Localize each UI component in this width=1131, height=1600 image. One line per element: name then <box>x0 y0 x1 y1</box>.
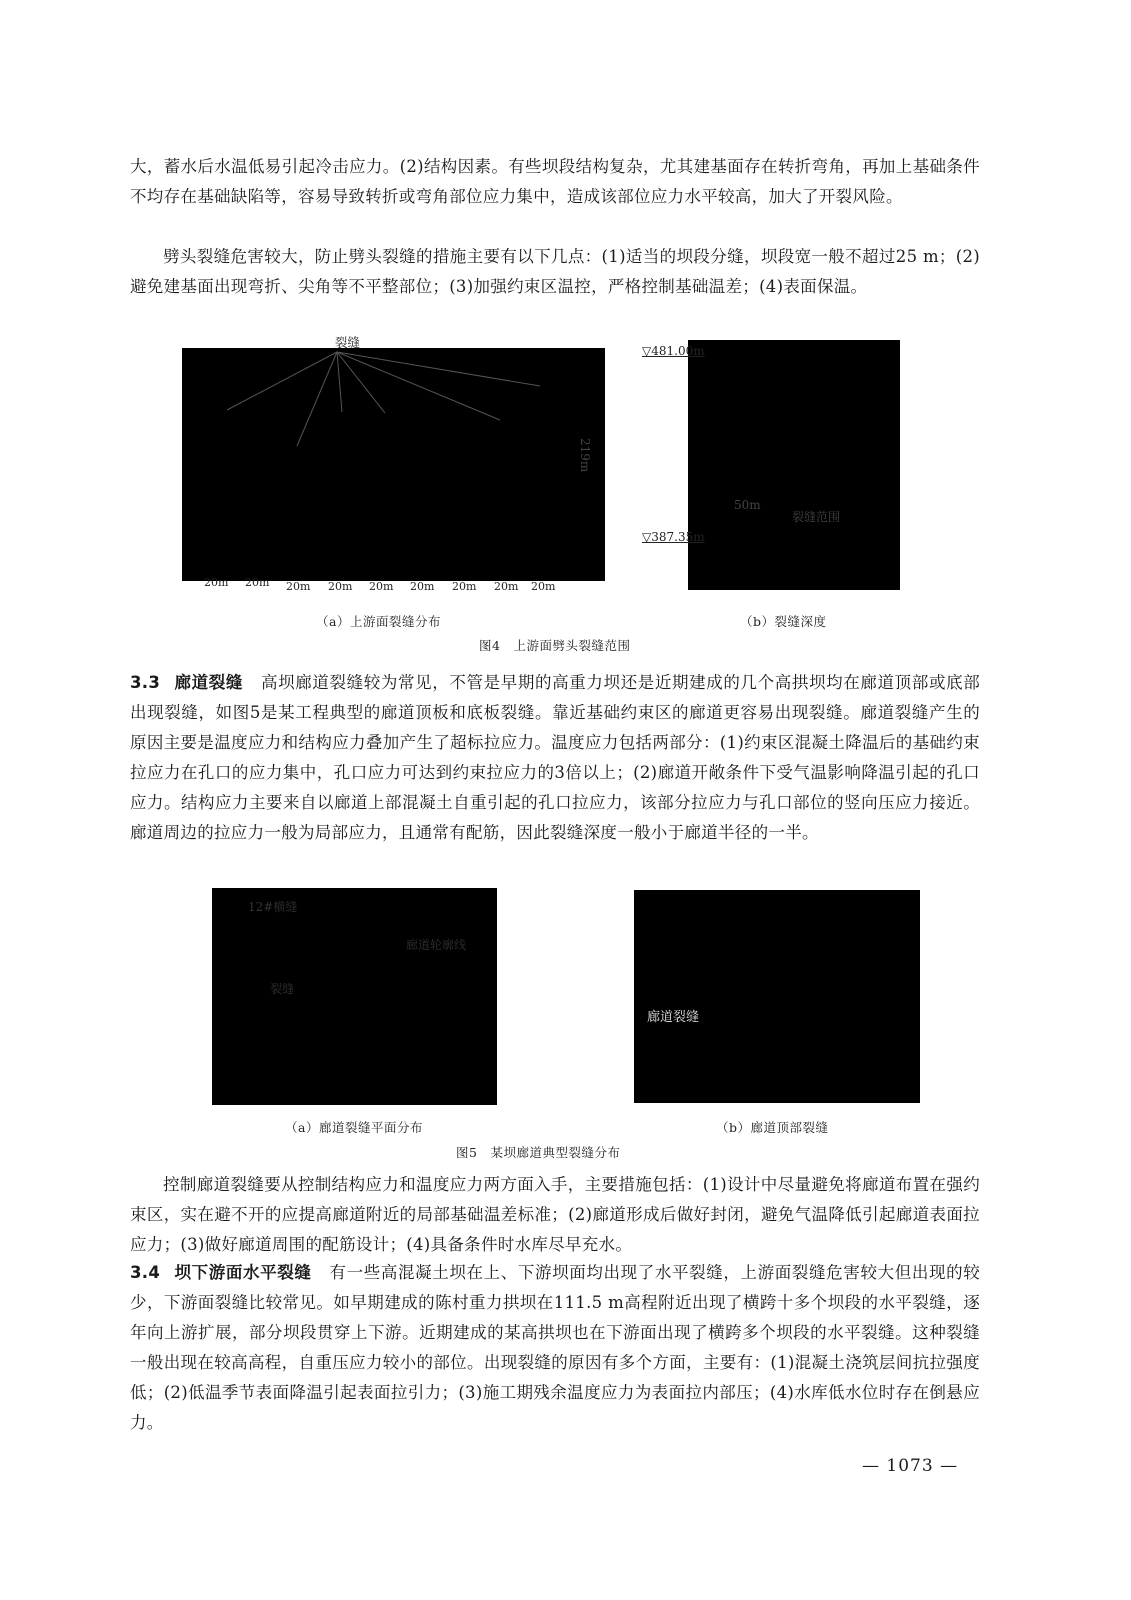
figure-4a-caption: （a）上游面裂缝分布 <box>316 614 441 629</box>
bottom-elevation-label: ▽387.35m <box>642 530 705 544</box>
section-body: 高坝廊道裂缝较为常见，不管是早期的高重力坝还是近期建成的几个高拱坝均在廊道顶部或底部出现裂缝，如图5是某工程典型的廊道顶板和底板裂缝。靠近基础约束区的廊道更容易出现裂缝。廊道裂缝产生的原因主要是温度应力和结构应力叠加产生了超标拉应力。温度应力包括两部分：(1)约束区混凝土降温后的基础约束拉应力在孔口的应力集中，孔口应力可达到约束拉应力的3倍以上；(2)廊道开敞条件下受气温影响降温引起的孔口应力。结构应力主要来自以廊道上部混凝土自重引起的孔口拉应力，该部分拉应力与孔口部位的竖向压应力接近。廊道周边的拉应力一般为局部应力，且通常有配筋，因此裂缝深度一般小于廊道半径的一半。 <box>130 673 980 842</box>
figure-4b-caption: （b）裂缝深度 <box>740 614 827 629</box>
paragraph-cont: 大，蓄水后水温低易引起冷击应力。(2)结构因素。有些坝段结构复杂，尤其建基面存在转折弯角，再加上基础条件不均存在基础缺陷等，容易导致转折或弯角部位应力集中，造成该部位应力水平较高，加大了开裂风险。 <box>130 157 980 206</box>
page-number: — 1073 — <box>862 1456 959 1476</box>
spacing-label: 20m <box>494 580 519 593</box>
crack-line <box>337 352 540 386</box>
figure-4-caption: 图4 上游面劈头裂缝范围 <box>479 638 631 653</box>
top-elevation-label: ▽481.00m <box>642 344 705 358</box>
spacing-label: 20m <box>245 576 270 589</box>
crack-label: 裂缝 <box>270 982 295 996</box>
section-body: 有一些高混凝土坝在上、下游坝面均出现了水平裂缝，上游面裂缝危害较大但出现的较少，下游面裂缝比较常见。如早期建成的陈村重力拱坝在111.5 m高程附近出现了横跨十多个坝段的水平裂缝，逐年向上游扩展，部分坝段贯穿上下游。近期建成的某高拱坝也在下游面出现了横跨多个坝段的水平裂缝。这种裂缝一般出现在较高高程，自重压应力较小的部位。出现裂缝的原因有多个方面，主要有：(1)混凝土浇筑层间抗拉强度低；(2)低温季节表面降温引起表面拉引力；(3)施工期残余温度应力为表面拉内部压；(4)水库低水位时存在倒悬应力。 <box>130 1263 981 1432</box>
spacing-label: 20m <box>410 580 435 593</box>
paragraph-gallery-crack-control: 控制廊道裂缝要从控制结构应力和温度应力两方面入手，主要措施包括：(1)设计中尽量避免将廊道布置在强约束区，实在避不开的应提高廊道附近的局部基础温差标准；(2)廊道形成后做好封闭，避免气温降低引起廊道表面拉应力；(3)做好廊道周围的配筋设计；(4)具备条件时水库尽早充水。 <box>130 1175 980 1254</box>
height-label: 219m <box>578 438 592 473</box>
figure-4b-crack-depth <box>688 340 900 590</box>
gallery-crack-label: 廊道裂缝 <box>647 1010 700 1025</box>
figure-5-caption: 图5 某坝廊道典型裂缝分布 <box>456 1145 621 1160</box>
gallery-outline-label: 廊道轮廓线 <box>406 938 467 952</box>
spacing-label: 20m <box>369 580 394 593</box>
section-title: 坝下游面水平裂缝 <box>174 1263 312 1282</box>
section-3-3-paragraph <box>130 668 980 848</box>
crack-line <box>337 352 342 412</box>
figure-5b-gallery-top-crack <box>634 890 920 1103</box>
spacing-label: 20m <box>204 576 229 589</box>
crack-line <box>227 352 337 410</box>
section-number: 3.3 <box>130 673 161 692</box>
section-number: 3.4 <box>130 1263 161 1282</box>
figure-5a-caption: （a）廊道裂缝平面分布 <box>285 1120 423 1135</box>
spacing-label: 20m <box>452 580 477 593</box>
transverse-joint-label: 12#横缝 <box>248 900 298 914</box>
spacing-label: 20m <box>328 580 353 593</box>
crack-line <box>337 352 385 413</box>
spacing-label: 20m <box>286 580 311 593</box>
crack-line <box>337 352 500 420</box>
crack-range-label: 裂缝范围 <box>792 510 841 524</box>
figure-4a-upstream-crack-distribution <box>182 348 605 581</box>
figure-5b-caption: （b）廊道顶部裂缝 <box>716 1120 829 1135</box>
crack-label: 裂缝 <box>335 335 361 350</box>
crack-line <box>297 352 337 446</box>
section-3-4-paragraph <box>130 1258 980 1438</box>
crack-lines-diagram <box>182 348 605 581</box>
depth-label: 50m <box>734 498 761 512</box>
paragraph-splitting-crack-measures: 劈头裂缝危害较大，防止劈头裂缝的措施主要有以下几点：(1)适当的坝段分缝，坝段宽一般不超过25 m；(2)避免建基面出现弯折、尖角等不平整部位；(3)加强约束区温控，严格控制基础温差；(4)表面保温。 <box>130 247 980 296</box>
figure-5a-gallery-crack-plan <box>212 888 497 1105</box>
spacing-label: 20m <box>531 580 556 593</box>
section-title: 廊道裂缝 <box>174 673 243 692</box>
